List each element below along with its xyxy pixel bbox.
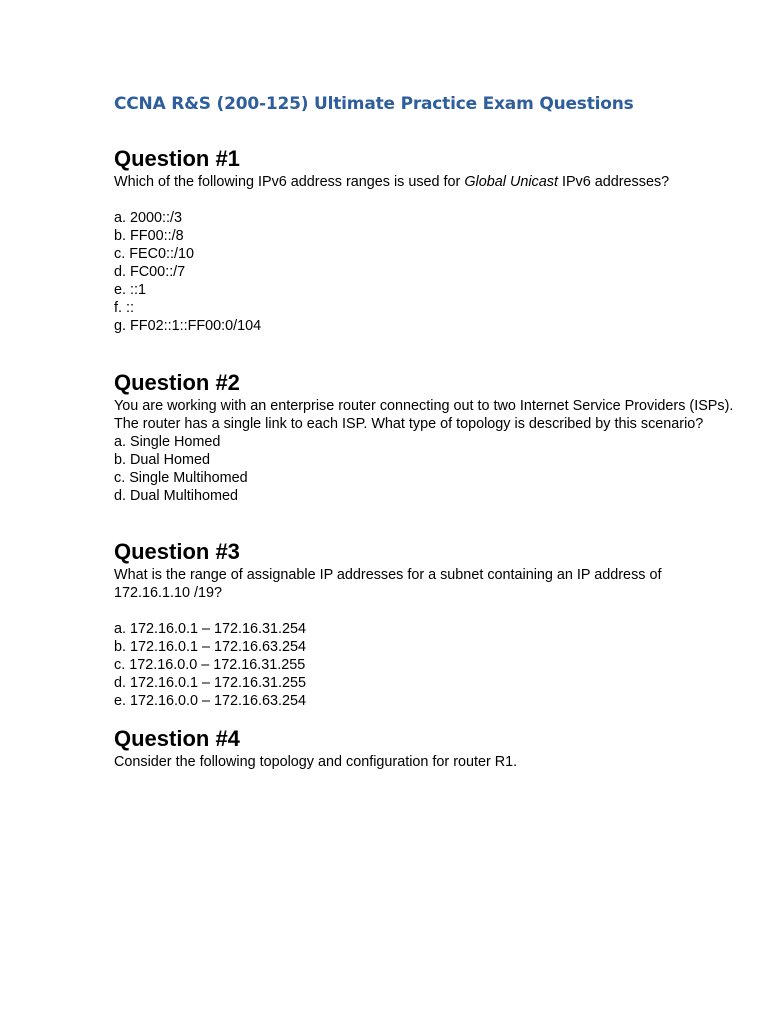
answer-option-d: d. 172.16.0.1 – 172.16.31.255 [114,675,307,691]
question-1 [114,146,734,335]
question-heading: Question #3 [114,539,240,564]
answer-option-f: f. :: [114,300,134,316]
answer-option-e: e. 172.16.0.0 – 172.16.63.254 [114,693,307,709]
question-text: What is the range of assignable IP addresses for a subnet containing an IP address of 172.16.1.10 /19? [114,567,662,601]
question-text-start: Which of the following IPv6 address ranges is used for [114,174,465,190]
question-heading: Question #2 [114,370,240,395]
document-title: CCNA R&S (200-125) Ultimate Practice Exam Questions [114,94,634,114]
answer-options [114,433,734,505]
question-heading: Question #4 [114,726,240,751]
answer-options [114,620,734,710]
answer-option-d: d. FC00::/7 [114,264,186,280]
answer-option-c: c. 172.16.0.0 – 172.16.31.255 [114,657,306,673]
answer-option-e: e. ::1 [114,282,146,298]
question-text [114,173,734,191]
answer-option-a: a. 2000::/3 [114,210,183,226]
question-2 [114,370,734,505]
question-text-end: IPv6 addresses? [557,174,670,190]
question-3 [114,539,734,710]
question-4 [114,726,734,771]
question-text: You are working with an enterprise router connecting out to two Internet Service Providers (ISPs). The router has a single link to each ISP. What type of topology is described by this scenario? [114,398,734,432]
question-text: Consider the following topology and configuration for router R1. [114,754,518,770]
answer-options [114,209,734,335]
answer-option-g: g. FF02::1::FF00:0/104 [114,318,262,334]
answer-option-c: c. FEC0::/10 [114,246,194,262]
answer-option-a: a. 172.16.0.1 – 172.16.31.254 [114,621,307,637]
answer-option-b: b. Dual Homed [114,452,210,468]
answer-option-b: b. 172.16.0.1 – 172.16.63.254 [114,639,307,655]
answer-option-a: a. Single Homed [114,434,221,450]
question-heading: Question #1 [114,146,240,171]
answer-option-b: b. FF00::/8 [114,228,184,244]
answer-option-d: d. Dual Multihomed [114,488,238,504]
question-text-emphasis: Global Unicast [464,174,558,190]
answer-option-c: c. Single Multihomed [114,470,248,486]
